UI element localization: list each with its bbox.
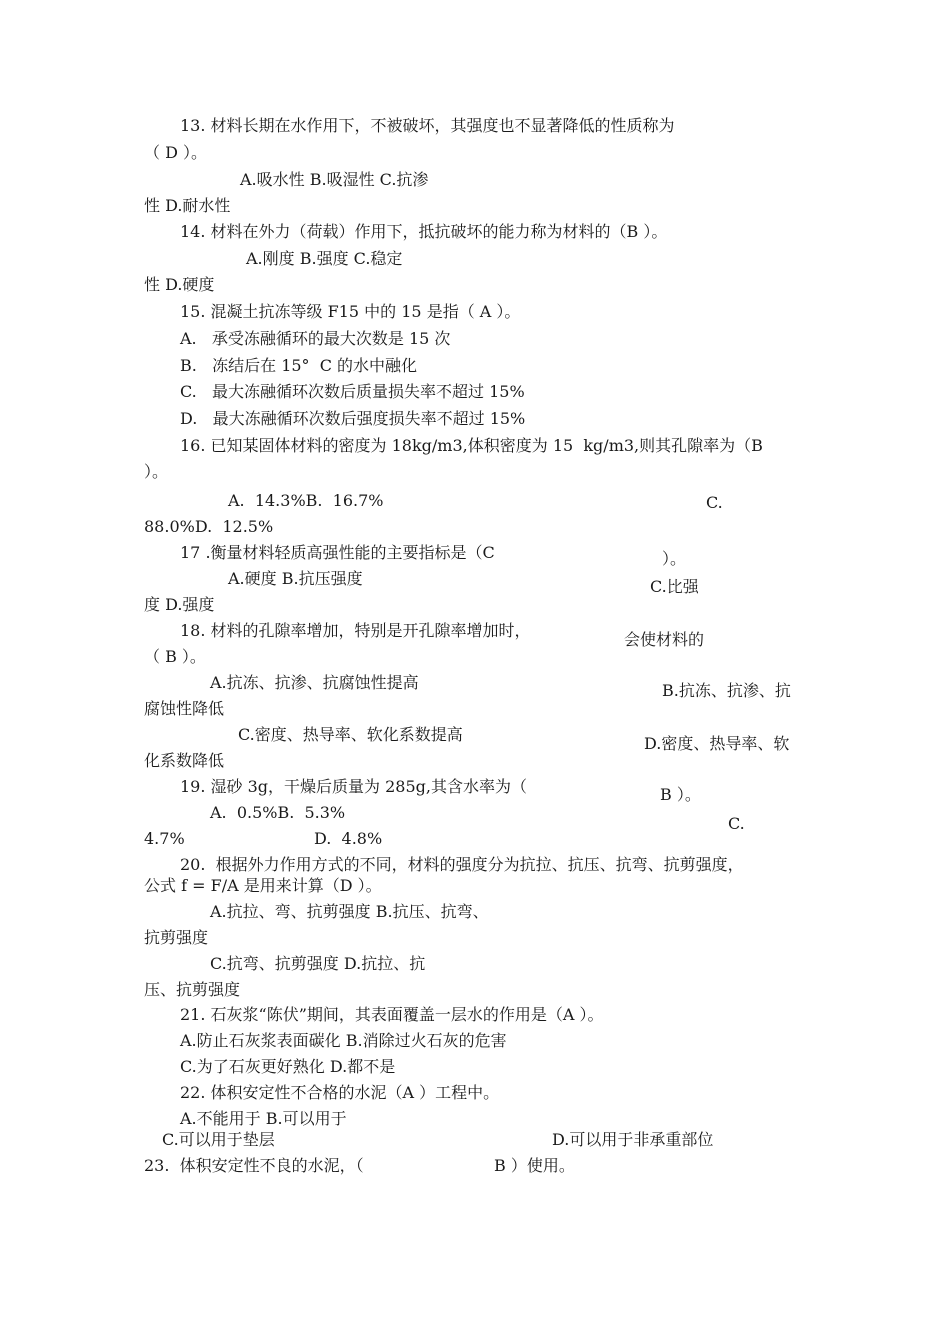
question-19-options-ab: A. 0.5%B. 5.3% [210, 803, 346, 822]
question-13-options-cont: 性 D.耐水性 [144, 196, 231, 215]
question-17-option-c: C.比强 [650, 577, 699, 596]
question-23-answer: B ）使用。 [494, 1156, 575, 1175]
question-18-option-d-cont: 化系数降低 [144, 751, 225, 770]
question-21-options-ab: A.防止石灰浆表面碳化 B.消除过火石灰的危害 [180, 1031, 507, 1050]
question-20-options-ab: A.抗拉、弯、抗剪强度 B.抗压、抗弯、 [210, 902, 489, 921]
question-13-stem: 13. 材料长期在水作用下，不被破坏，其强度也不显著降低的性质称为 [180, 116, 675, 135]
question-18-option-a: A.抗冻、抗渗、抗腐蚀性提高 [210, 673, 419, 692]
question-19-stem: 19. 湿砂 3g，干燥后质量为 285g,其含水率为（ [180, 777, 527, 796]
question-19-option-c-label: C. [728, 814, 745, 833]
question-17-options-ab: A.硬度 B.抗压强度 [228, 569, 363, 588]
question-20-stem-cont: 公式 f = F/A 是用来计算（D ）。 [144, 876, 382, 895]
question-17-stem-end: ）。 [662, 549, 687, 568]
question-22-options-ab: A.不能用于 B.可以用于 [180, 1109, 347, 1128]
question-18-stem-right: 会使材料的 [624, 630, 705, 649]
question-14-options: A.刚度 B.强度 C.稳定 [246, 249, 403, 268]
question-21-options-cd: C.为了石灰更好熟化 D.都不是 [180, 1057, 396, 1076]
question-20-stem: 20. 根据外力作用方式的不同，材料的强度分为抗拉、抗压、抗弯、抗剪强度， [180, 855, 744, 874]
question-23-stem: 23. 体积安定性不良的水泥，（ [144, 1156, 364, 1175]
question-18-option-c: C.密度、热导率、软化系数提高 [238, 725, 463, 744]
question-20-options-cd-cont: 压、抗剪强度 [144, 980, 241, 999]
question-13-answer: （ D ）。 [144, 143, 208, 162]
question-18-option-d: D.密度、热导率、软 [644, 734, 790, 753]
question-16-option-c-label: C. [706, 493, 723, 512]
question-14-stem: 14. 材料在外力（荷载）作用下，抵抗破坏的能力称为材料的（B ）。 [180, 222, 668, 241]
question-19-option-d: D. 4.8% [314, 829, 383, 848]
question-15-option-b: B. 冻结后在 15° C 的水中融化 [180, 356, 418, 375]
question-16-options-ab: A. 14.3%B. 16.7% [228, 491, 384, 510]
question-18-option-b: B.抗冻、抗渗、抗 [662, 681, 791, 700]
question-15-option-a: A. 承受冻融循环的最大次数是 15 次 [180, 329, 451, 348]
question-14-options-cont: 性 D.硬度 [144, 275, 215, 294]
question-22-option-d: D.可以用于非承重部位 [552, 1130, 714, 1149]
question-15-stem: 15. 混凝土抗冻等级 F15 中的 15 是指（ A ）。 [180, 302, 521, 321]
question-22-stem: 22. 体积安定性不合格的水泥（A ）工程中。 [180, 1083, 500, 1102]
question-22-option-c: C.可以用于垫层 [162, 1130, 275, 1149]
question-20-options-ab-cont: 抗剪强度 [144, 928, 209, 947]
question-16-stem-cont: ）。 [144, 462, 169, 481]
question-19-option-c-value: 4.7% [144, 829, 185, 848]
question-18-stem: 18. 材料的孔隙率增加，特别是开孔隙率增加时， [180, 621, 531, 640]
question-13-options: A.吸水性 B.吸湿性 C.抗渗 [240, 170, 429, 189]
question-15-option-d: D. 最大冻融循环次数后强度损失率不超过 15% [180, 409, 526, 428]
question-18-answer: （ B ）。 [144, 647, 206, 666]
question-16-options-cont: 88.0%D. 12.5% [144, 517, 274, 536]
question-21-stem: 21. 石灰浆“陈伏”期间，其表面覆盖一层水的作用是（A ）。 [180, 1005, 604, 1024]
question-19-answer: B ）。 [660, 785, 701, 804]
question-17-options-cont: 度 D.强度 [144, 595, 215, 614]
question-16-stem: 16. 已知某固体材料的密度为 18kg/m3,体积密度为 15 kg/m3,则其孔隙率为（B [180, 436, 763, 455]
question-17-stem: 17 .衡量材料轻质高强性能的主要指标是（C [180, 543, 495, 562]
question-15-option-c: C. 最大冻融循环次数后质量损失率不超过 15% [180, 382, 525, 401]
question-18-option-b-cont: 腐蚀性降低 [144, 699, 225, 718]
question-20-options-cd: C.抗弯、抗剪强度 D.抗拉、抗 [210, 954, 426, 973]
